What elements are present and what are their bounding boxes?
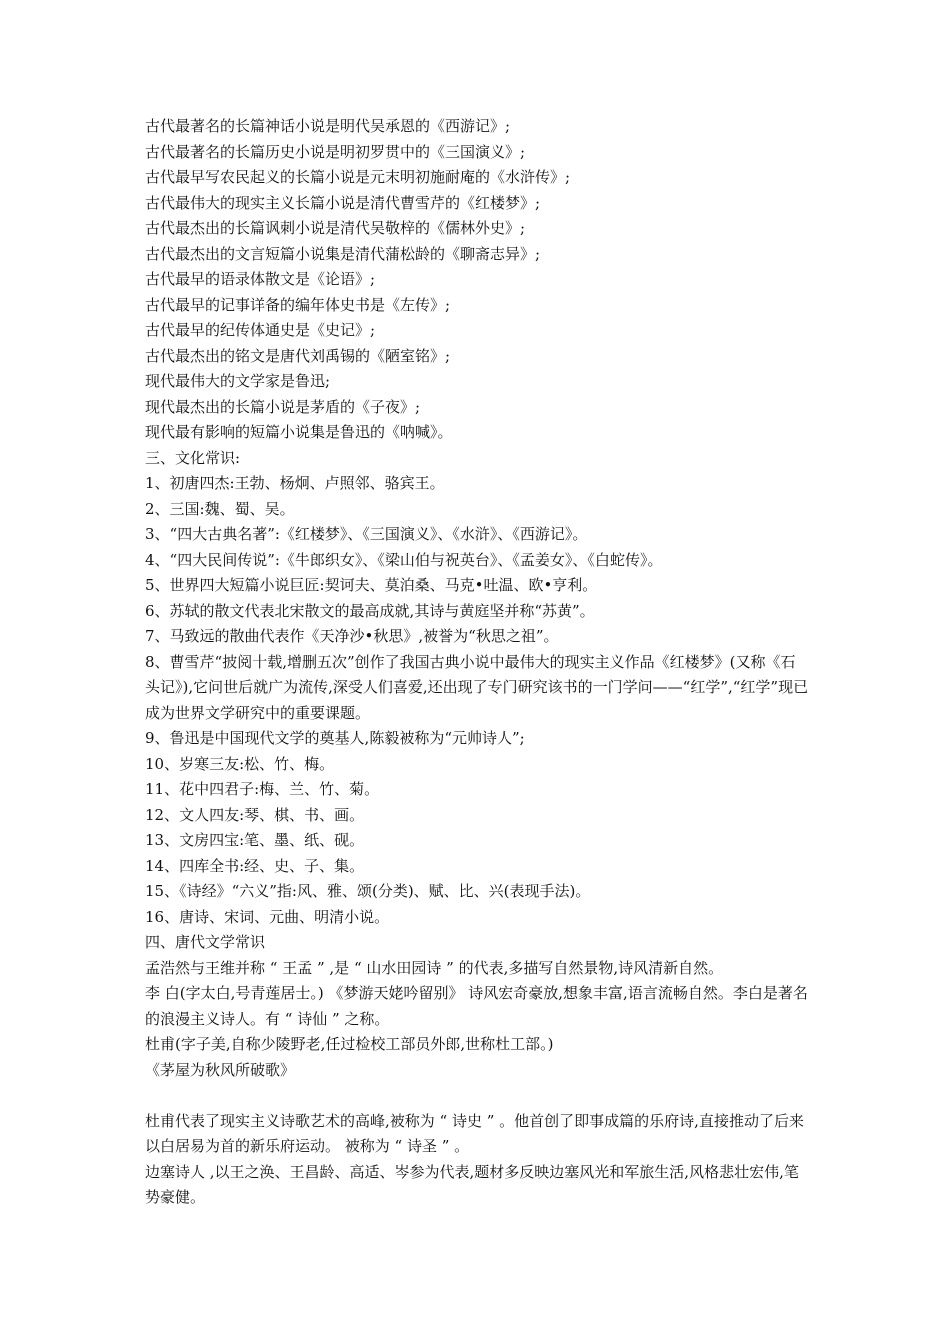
text-line: 现代最杰出的长篇小说是茅盾的《子夜》; [145, 397, 421, 416]
text-line: 古代最早的语录体散文是《论语》; [145, 270, 376, 288]
list-item: 5、世界四大短篇小说巨匠:契诃夫、莫泊桑、马克•吐温、欧•亨利。 [145, 576, 598, 594]
document-page [145, 114, 810, 1211]
paragraph: 李 白(字太白,号青莲居士。) 《梦游天姥吟留别》 诗风宏奇豪放,想象丰富,语言流畅自然。李白是著名的浪漫主义诗人。有 “ 诗仙 ” 之称。 [145, 984, 808, 1028]
list-item: 4、“四大民间传说”:《牛郎织女》、《梁山伯与祝英台》、《孟姜女》、《白蛇传》。 [145, 550, 663, 569]
list-item: 10、岁寒三友:松、竹、梅。 [145, 754, 335, 773]
paragraph: 边塞诗人 ,以王之涣、王昌龄、高适、岑参为代表,题材多反映边塞风光和军旅生活,风格悲壮宏伟,笔势豪健。 [145, 1162, 799, 1206]
text-line: 古代最杰出的长篇讽刺小说是清代吴敬梓的《儒林外史》; [145, 219, 526, 237]
list-item: 8、曹雪芹“披阅十载,增删五次”创作了我国古典小说中最伟大的现实主义作品《红楼梦》(又称《石头记》),它问世后就广为流传,深受人们喜爱,还出现了专门研究该书的一门学问——“红学”,“红学”现已成为世界文学研究中的重要课题。 [145, 652, 809, 722]
famous-works-list [145, 114, 810, 446]
text-line: 古代最著名的长篇历史小说是明初罗贯中的《三国演义》; [145, 142, 526, 161]
blank-line [145, 1083, 810, 1109]
text-line: 古代最著名的长篇神话小说是明代吴承恩的《西游记》; [145, 117, 511, 135]
text-line: 古代最早写农民起义的长篇小说是元末明初施耐庵的《水浒传》; [145, 168, 571, 186]
list-item: 3、“四大古典名著”:《红楼梦》、《三国演义》、《水浒》、《西游记》。 [145, 525, 588, 543]
section-heading: 三、文化常识: [145, 448, 241, 467]
list-item: 9、鲁迅是中国现代文学的奠基人,陈毅被称为“元帅诗人”; [145, 729, 525, 747]
list-item: 13、文房四宝:笔、墨、纸、砚。 [145, 831, 365, 849]
list-item: 12、文人四友:琴、棋、书、画。 [145, 805, 365, 824]
list-item: 2、三国:魏、蜀、吴。 [145, 499, 295, 518]
text-line: 古代最早的纪传体通史是《史记》; [145, 321, 376, 339]
text-line: 古代最杰出的文言短篇小说集是清代蒲松龄的《聊斋志异》; [145, 244, 541, 263]
list-item: 11、花中四君子:梅、兰、竹、菊。 [145, 780, 380, 798]
text-line: 现代最伟大的文学家是鲁迅; [145, 372, 331, 390]
list-item: 1、初唐四杰:王勃、杨炯、卢照邻、骆宾王。 [145, 474, 445, 492]
text-line: 古代最伟大的现实主义长篇小说是清代曹雪芹的《红楼梦》; [145, 193, 541, 212]
paragraph: 杜甫代表了现实主义诗歌艺术的高峰,被称为 “ 诗史 ” 。他首创了即事成篇的乐府诗,直接推动了后来以白居易为首的新乐府运动。 被称为 “ 诗圣 ” 。 [145, 1111, 804, 1155]
tang-literature-section [145, 956, 810, 1211]
paragraph: 孟浩然与王维并称 “ 王孟 ” ,是 “ 山水田园诗 ” 的代表,多描写自然景物,诗风清新自然。 [145, 958, 724, 977]
list-item: 6、苏轼的散文代表北宋散文的最高成就,其诗与黄庭坚并称“苏黄”。 [145, 601, 595, 620]
list-item: 16、唐诗、宋词、元曲、明清小说。 [145, 907, 390, 926]
list-item: 7、马致远的散曲代表作《天净沙•秋思》,被誉为“秋思之祖”。 [145, 627, 559, 645]
list-item: 15、《诗经》“六义”指:风、雅、颂(分类)、赋、比、兴(表现手法)。 [145, 882, 591, 900]
section-heading: 四、唐代文学常识 [145, 933, 266, 951]
paragraph: 《茅屋为秋风所破歌》 [145, 1060, 296, 1079]
text-line: 古代最早的记事详备的编年体史书是《左传》; [145, 295, 451, 314]
text-line: 现代最有影响的短篇小说集是鲁迅的《呐喊》。 [145, 423, 453, 441]
culture-knowledge-list [145, 471, 810, 930]
text-line: 古代最杰出的铭文是唐代刘禹锡的《陋室铭》; [145, 346, 451, 365]
list-item: 14、四库全书:经、史、子、集。 [145, 856, 365, 875]
paragraph: 杜甫(字子美,自称少陵野老,任过检校工部员外郎,世称杜工部。) [145, 1035, 554, 1053]
